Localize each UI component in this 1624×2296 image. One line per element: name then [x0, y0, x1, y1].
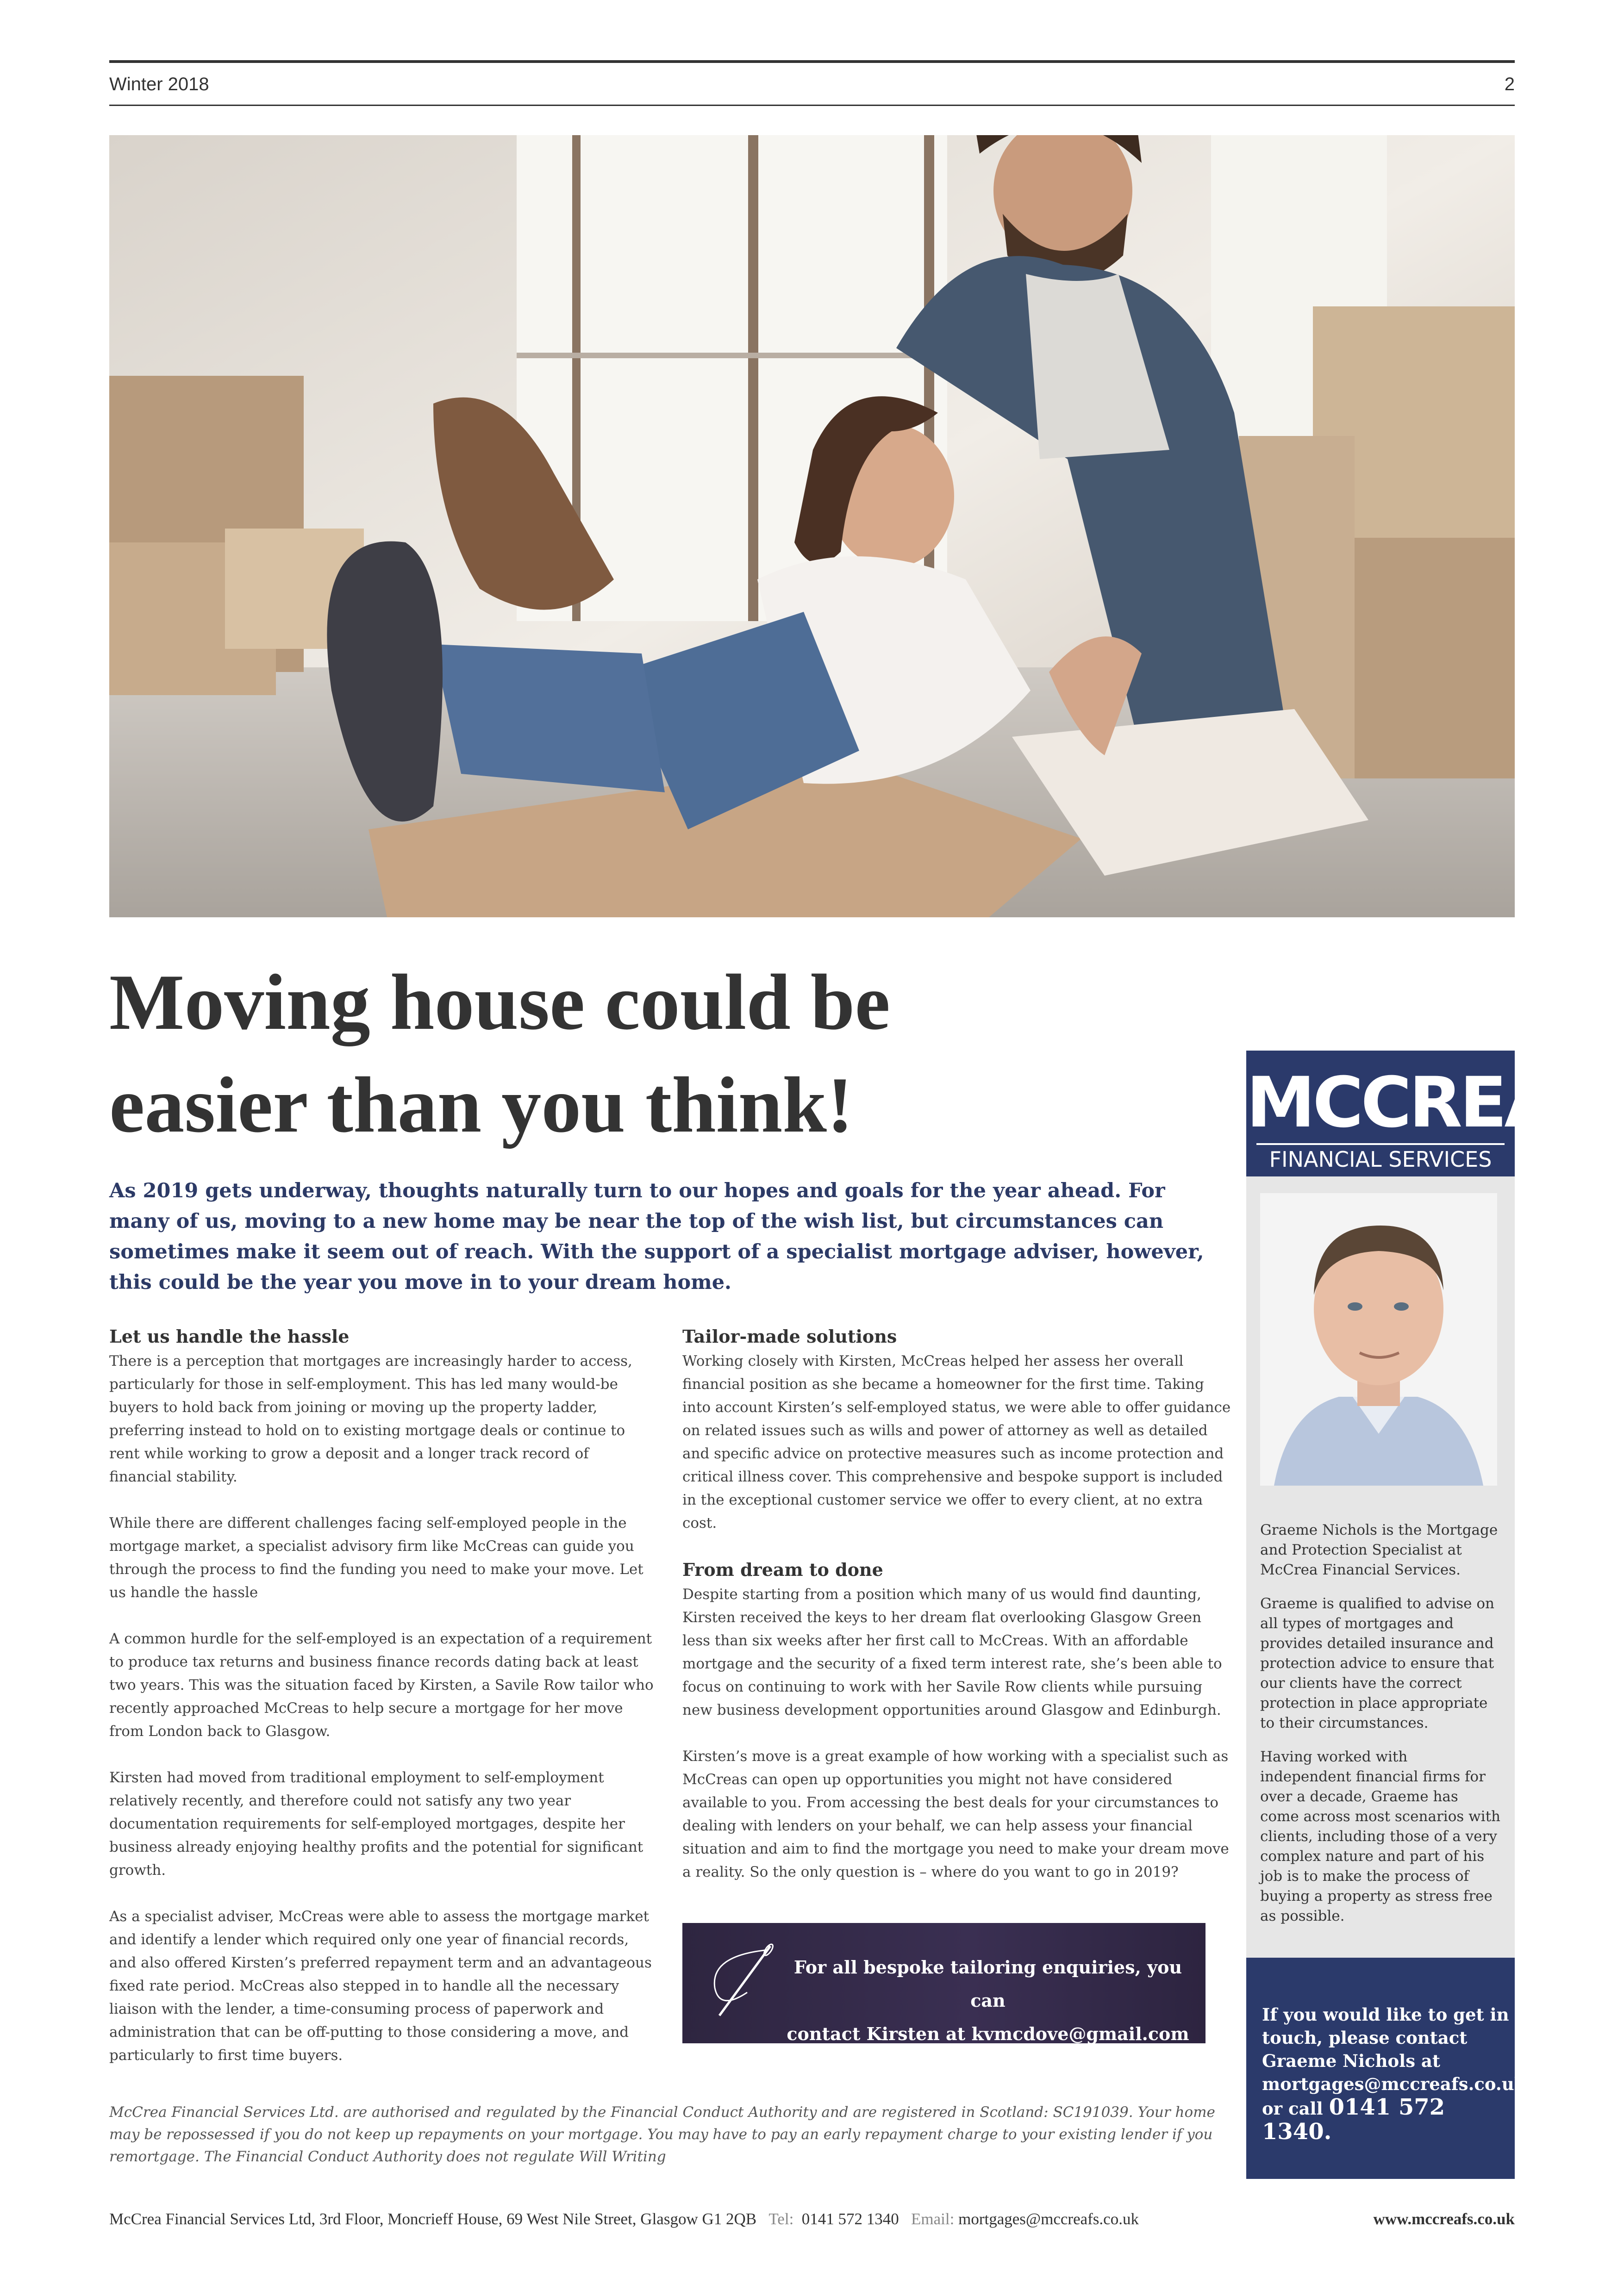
contact-message: If you would like to get in touch, please contact Graeme Nichols at mortgages@mccreafs.co.uk or call	[1262, 2004, 1526, 2119]
footer-email-label: Email:	[911, 2210, 955, 2228]
promo-email-link[interactable]: kvmcdove@gmail.com	[971, 2023, 1189, 2044]
page-number: 2	[1504, 74, 1515, 94]
paragraph: A common hurdle for the self-employed is an expectation of a requirement to produce tax returns and business finance records dating back at least two years. This was the situation faced by Kirsten, a Savile Row tailor who recently approached McCreas to help secure a mortgage for her move from London back to Glasgow.	[109, 1630, 654, 1740]
paragraph: Kirsten had moved from traditional employment to self-employment relatively recently, and therefore could not satisfy any two year documentation requirements for self-employed mortgages, despite her business already enjoying healthy profits and the potential for significant growth.	[109, 1769, 643, 1879]
paragraph: While there are different challenges facing self-employed people in the mortgage market, a specialist advisory firm like McCreas can guide you through the process to find the funding you need to make your move. Let us handle the hassle	[109, 1515, 643, 1601]
header-rule	[109, 105, 1515, 106]
regulatory-disclaimer: McCrea Financial Services Ltd. are authorised and regulated by the Financial Conduct Authority and are registered in Scotland: SC191039. Your home may be repossessed if you do not keep up repayments on your mortgage. You may have to pay an early repayment charge to your existing lender if you remortgage. The Financial Conduct Authority does not regulate Will Writing	[109, 2104, 1215, 2165]
article-column-2	[682, 1325, 1231, 1907]
bio-paragraph: Graeme Nichols is the Mortgage and Protection Specialist at McCrea Financial Services.	[1260, 1522, 1498, 1578]
section-heading: From dream to done	[682, 1559, 883, 1580]
promo-text	[784, 1951, 1192, 2051]
footer-tel[interactable]: 0141 572 1340	[801, 2210, 899, 2228]
issue-label: Winter 2018	[109, 74, 209, 94]
promo-line-2-prefix: contact Kirsten at	[787, 2023, 972, 2044]
paragraph: There is a perception that mortgages are increasingly harder to access, particularly for those in self-employment. This has led many would-be buyers to hold back from joining or moving up the property ladder, preferring instead to hold on to existing mortgage deals or continue to rent while working to grow a deposit and a longer track record of financial stability.	[109, 1353, 632, 1485]
bio-paragraph: Graeme is qualified to advise on all types of mortgages and provides detailed insurance and protection advice to ensure that our clients have the correct protection in place appropriate to their circumstances.	[1260, 1595, 1494, 1731]
headline-line-2: easier than you think!	[109, 1061, 854, 1149]
advisor-bio	[1260, 1520, 1501, 1940]
contact-box	[1246, 1958, 1526, 2179]
footer-website-link[interactable]: www.mccreafs.co.uk	[1373, 2210, 1515, 2228]
top-rule	[109, 60, 1515, 63]
paragraph: Despite starting from a position which many of us would find daunting, Kirsten received the keys to her dream flat overlooking Glasgow Green less than six weeks after her first call to McCreas. With an affordable mortgage and the security of a fixed term interest rate, she’s been able to focus on continuing to work with her Savile Row clients while pursuing new business development opportunities around Glasgow and Edinburgh.	[682, 1586, 1222, 1718]
headline-line-1: Moving house could be	[109, 958, 890, 1046]
contact-phone[interactable]: 0141 572 1340.	[1262, 2094, 1445, 2145]
graeme-nichols-portrait	[1260, 1193, 1497, 1486]
hero-photo	[109, 135, 1515, 917]
promo-line-2	[784, 2017, 1192, 2051]
footer-address: McCrea Financial Services Ltd, 3rd Floor, Moncrieff House, 69 West Nile Street, Glasgow G1 2QB	[109, 2210, 757, 2228]
section-heading: Tailor-made solutions	[682, 1326, 897, 1347]
footer-email[interactable]: mortgages@mccreafs.co.uk	[958, 2210, 1139, 2228]
footer	[109, 2210, 1515, 2228]
logo-subtitle: FINANCIAL SERVICES	[1269, 1147, 1492, 1172]
promo-line-1: For all bespoke tailoring enquiries, you can	[793, 1957, 1182, 2011]
article-column-1	[109, 1325, 656, 2090]
footer-tel-label: Tel:	[768, 2210, 794, 2228]
tailoring-promo-box	[682, 1923, 1206, 2043]
logo-divider	[1256, 1143, 1505, 1145]
article-headline	[109, 951, 1174, 1157]
needle-thread-icon	[701, 1937, 784, 2029]
paragraph: Working closely with Kirsten, McCreas helped her assess her overall financial position as she became a homeowner for the first time. Taking into account Kirsten’s self-employed status, we were able to offer guidance on related issues such as wills and power of attorney as well as detailed and specific advice on protective measures such as income protection and critical illness cover. This comprehensive and bespoke support is included in the exceptional customer service we offer to every client, at no extra cost.	[682, 1353, 1231, 1531]
article-intro: As 2019 gets underway, thoughts naturally turn to our hopes and goals for the year ahead. For many of us, moving to a new home may be near the top of the wish list, but circumstances can sometimes make it seem out of reach. With the support of a specialist mortgage adviser, however, this could be the year you move in to your dream home.	[109, 1179, 1204, 1294]
logo-name: MCCREA	[1246, 1063, 1555, 1143]
paragraph: Kirsten’s move is a great example of how working with a specialist such as McCreas can open up opportunities you might not have considered available to you. From accessing the best deals for your circumstances to dealing with lenders on your behalf, we can help assess your financial situation and aim to find the mortgage you need to make your dream move a reality. So the only question is – where do you want to go in 2019?	[682, 1748, 1229, 1880]
mccrea-logo	[1246, 1051, 1555, 1176]
contact-text	[1262, 2003, 1526, 2145]
paragraph: As a specialist adviser, McCreas were able to assess the mortgage market and identify a lender which required only one year of financial records, and also offered Kirsten’s preferred repayment term and an advantageous fixed rate period. McCreas also stepped in to handle all the necessary liaison with the lender, a time-consuming process of paperwork and administration that can be off-putting to those considering a move, and particularly to first time buyers.	[109, 1908, 652, 2064]
bio-paragraph: Having worked with independent financial firms for over a decade, Graeme has come across most scenarios with clients, including those of a very complex nature and part of his job is to make the process of buying a property as stress free as possible.	[1260, 1748, 1500, 1924]
section-heading: Let us handle the hassle	[109, 1326, 350, 1347]
